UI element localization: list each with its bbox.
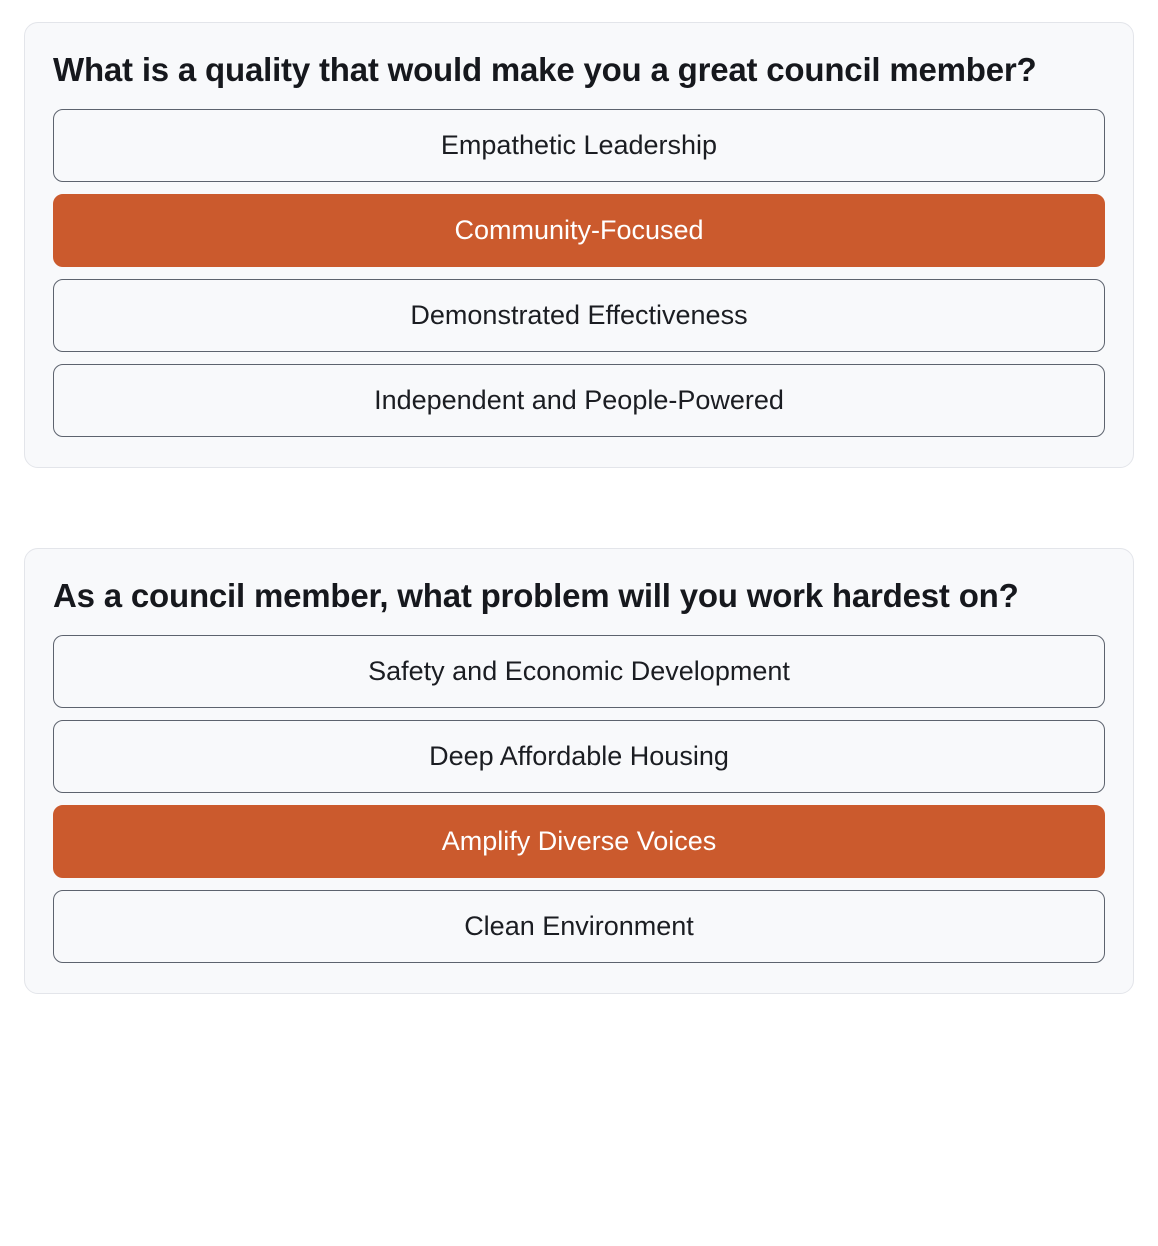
quiz-card-1	[24, 22, 1134, 468]
option-button[interactable]: Clean Environment	[53, 890, 1105, 963]
option-button[interactable]: Independent and People-Powered	[53, 364, 1105, 437]
option-button[interactable]: Empathetic Leadership	[53, 109, 1105, 182]
quiz-card-2	[24, 548, 1134, 994]
question-title: As a council member, what problem will you work hardest on?	[53, 577, 1019, 615]
option-button[interactable]: Deep Affordable Housing	[53, 720, 1105, 793]
option-button[interactable]: Demonstrated Effectiveness	[53, 279, 1105, 352]
option-list	[53, 109, 1105, 437]
option-button[interactable]: Community-Focused	[53, 194, 1105, 267]
option-button[interactable]: Amplify Diverse Voices	[53, 805, 1105, 878]
question-title: What is a quality that would make you a great council member?	[53, 51, 1037, 88]
option-list	[53, 635, 1105, 963]
option-button[interactable]: Safety and Economic Development	[53, 635, 1105, 708]
